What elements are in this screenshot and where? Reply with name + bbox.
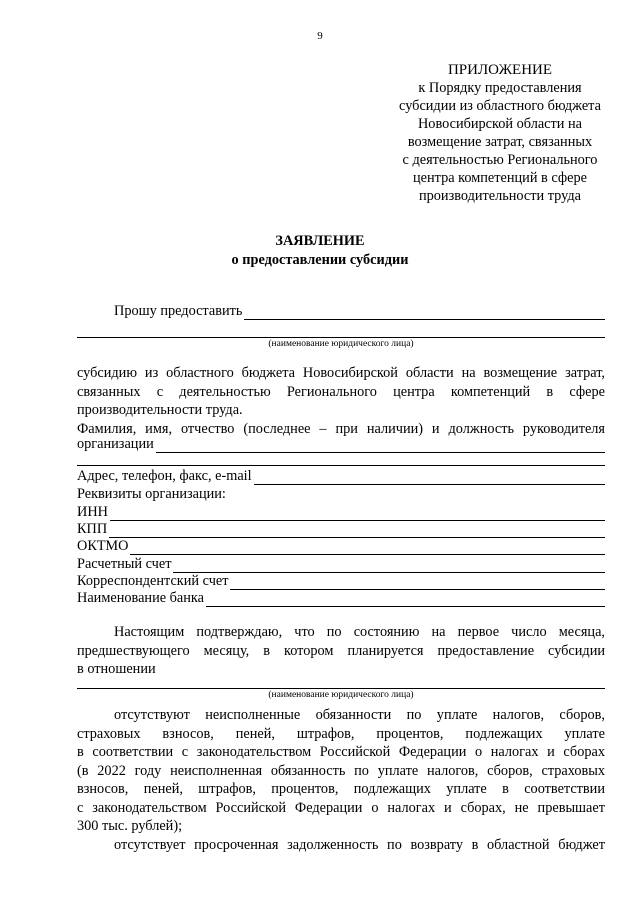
oktmo-label: ОКТМО [77, 538, 129, 554]
confirm-line: предшествующего месяцу, в котором планируется предоставление субсидии [77, 642, 605, 659]
appendix-line: Новосибирской области на [417, 116, 582, 132]
address-row [77, 467, 605, 485]
corr-account-label: Корреспондентский счет [77, 573, 229, 589]
request-second-line[interactable] [77, 337, 605, 338]
appendix-line: с деятельностью Регионального [402, 152, 598, 168]
document-title [0, 232, 640, 270]
corr-account-input-line[interactable] [230, 575, 605, 590]
organization-label: организации [77, 436, 154, 452]
organization-second-line[interactable] [77, 465, 605, 466]
inn-row [77, 503, 605, 521]
confirm-caption: (наименование юридического лица) [268, 690, 414, 700]
confirm-paragraph [77, 623, 605, 679]
oktmo-row [77, 537, 605, 555]
bank-row [77, 589, 605, 607]
obligations-line: отсутствуют неисполненные обязанности по уплате налогов, сборов, [114, 707, 605, 723]
obligations-paragraph [77, 706, 605, 854]
organization-input-line[interactable] [156, 438, 605, 453]
purpose-paragraph [77, 364, 605, 438]
address-input-line[interactable] [254, 470, 605, 485]
confirm-entity-line[interactable] [77, 688, 605, 689]
bank-input-line[interactable] [206, 592, 605, 607]
request-caption: (наименование юридического лица) [268, 339, 414, 349]
oktmo-input-line[interactable] [130, 540, 605, 555]
obligations-line: страховых взносов, пеней, штрафов, процентов, подлежащих уплате [77, 725, 605, 742]
inn-label: ИНН [77, 504, 108, 520]
appendix-line: возмещение затрат, связанных [407, 134, 593, 150]
confirm-line: в отношении [77, 661, 156, 677]
appendix-line: центра компетенций в сфере [413, 170, 587, 186]
request-row [114, 302, 605, 320]
bank-label: Наименование банка [77, 590, 204, 606]
inn-input-line[interactable] [110, 506, 605, 521]
appendix-line: субсидии из областного бюджета [399, 98, 601, 114]
obligations-line: взносов, пеней, штрафов, процентов, подлежащих уплате в соответствии [77, 781, 605, 797]
account-label: Расчетный счет [77, 556, 172, 572]
organization-row [77, 435, 605, 453]
obligations-line: (в 2022 году неисполненная обязанность по уплате налогов, сборов, страховых [77, 762, 605, 779]
account-row [77, 555, 605, 573]
kpp-input-line[interactable] [109, 523, 605, 538]
purpose-line: производительности труда. [77, 402, 243, 418]
appendix-block [380, 61, 620, 205]
obligations-line: с законодательством Российской Федерации о налогах и сборах, не превышает [77, 799, 605, 816]
appendix-title: ПРИЛОЖЕНИЕ [447, 62, 553, 78]
request-label: Прошу предоставить [114, 303, 243, 319]
kpp-row [77, 520, 605, 538]
kpp-label: КПП [77, 521, 108, 537]
account-input-line[interactable] [173, 558, 605, 573]
requisites-label: Реквизиты организации: [77, 486, 226, 502]
confirm-line: Настоящим подтверждаю, что по состоянию на первое число месяца, [114, 624, 605, 640]
appendix-line: производительности труда [418, 188, 582, 204]
title-line-1: ЗАЯВЛЕНИЕ [275, 233, 365, 249]
page-number: 9 [317, 30, 323, 42]
debt-line: отсутствует просроченная задолженность по возврату в областной бюджет [114, 836, 605, 853]
corr-account-row [77, 572, 605, 590]
title-line-2: о предоставлении субсидии [231, 252, 409, 268]
purpose-line: субсидию из областного бюджета Новосибирской области на возмещение затрат, [77, 365, 605, 381]
requisites-row [77, 485, 605, 503]
appendix-line: к Порядку предоставления [418, 80, 582, 96]
request-input-line[interactable] [244, 305, 605, 320]
head-person-line: Фамилия, имя, отчество (последнее – при наличии) и должность руководителя [77, 420, 605, 437]
address-label: Адрес, телефон, факс, e-mail [77, 468, 252, 484]
obligations-line: в соответствии с законодательством Российской Федерации о налогах и сборах [77, 744, 605, 760]
obligations-line: 300 тыс. рублей); [77, 818, 183, 834]
purpose-line: связанных с деятельностью Регионального центра компетенций в сфере [77, 383, 605, 400]
